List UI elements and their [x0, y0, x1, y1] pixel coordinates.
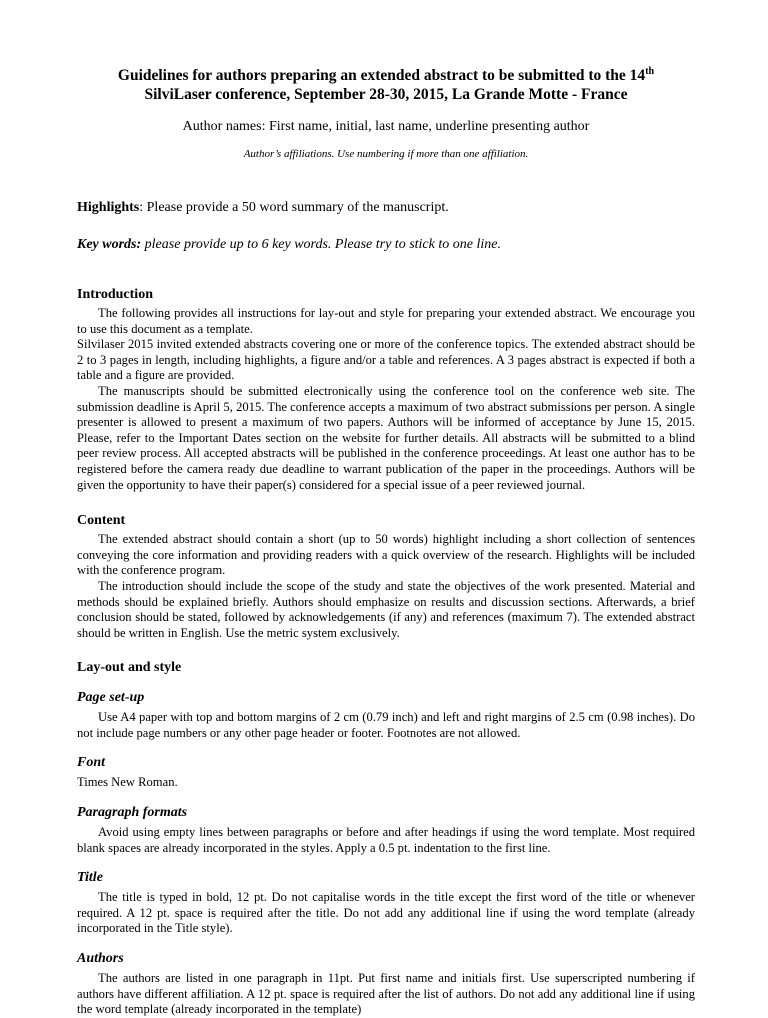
- highlights-label: Highlights: [77, 200, 140, 215]
- layout-heading: Lay-out and style: [77, 660, 182, 676]
- keywords-paragraph: [77, 236, 695, 253]
- subsection-paragraph-formats: [77, 804, 695, 856]
- content-paragraph-2: The introduction should include the scope of the study and state the objectives of the work presented. Material and methods should be explained briefly. Authors should emphasize on results and discussion sections. Afterwards, a brief conclusion should be stated, followed by acknowledgements (if any) and references (maximum 7). The extended abstract should be written in English. Use the metric system exclusively.: [77, 578, 695, 640]
- highlights-text: : Please provide a 50 word summary of the manuscript.: [139, 200, 449, 215]
- section-layout-and-style: [77, 659, 695, 1018]
- introduction-paragraph-2: Silvilaser 2015 invited extended abstracts covering one or more of the conference topics. The extended abstract should be 2 to 3 pages in length, including highlights, a figure and/or a table and references. A 3 pages abstract is expected if both a table and a figure are provided.: [77, 337, 695, 383]
- page-setup-heading: Page set-up: [77, 690, 145, 706]
- title-superscript: th: [645, 65, 655, 77]
- section-introduction: [77, 286, 695, 493]
- content-heading: Content: [77, 513, 126, 529]
- introduction-heading: Introduction: [77, 287, 153, 302]
- section-content: [77, 512, 695, 641]
- introduction-paragraph-1: The following provides all instructions for lay-out and style for preparing your extended abstract. We encourage you to use this document as a template.: [77, 306, 695, 336]
- keywords-text: please provide up to 6 key words. Please try to stick to one line.: [141, 237, 501, 252]
- authors-rules-paragraph: The authors are listed in one paragraph in 11pt. Put first name and initials first. Use superscripted numbering if authors have different affiliation. A 12 pt. space is required after the list of authors. Do not add any additional line if using the word template (already incorporated in the template): [77, 971, 695, 1017]
- content-paragraph-1: The extended abstract should contain a short (up to 50 words) highlight including a short collection of sentences conveying the core information and providing readers with a quick overview of the research. Highlights will be included with the conference program.: [77, 532, 695, 578]
- title-rules-paragraph: The title is typed in bold, 12 pt. Do not capitalise words in the title except the first word of the title or whenever required. A 12 pt. space is required after the title. Do not add any additional line if using the word template (already incorporated in the Title style).: [77, 890, 695, 936]
- subsection-font: [77, 754, 695, 791]
- subsection-authors: [77, 950, 695, 1018]
- font-heading: Font: [77, 755, 106, 771]
- keywords-label: Key words:: [77, 237, 142, 252]
- title-line-2: SilviLaser conference, September 28-30, 2015, La Grande Motte - France: [144, 86, 628, 103]
- title-line-1: Guidelines for authors preparing an extended abstract to be submitted to the 14: [117, 67, 646, 84]
- highlights-paragraph: [77, 199, 695, 216]
- page-setup-paragraph: Use A4 paper with top and bottom margins of 2 cm (0.79 inch) and left and right margins of 2.5 cm (0.98 inches). Do not include page numbers or any other page header or footer. Footnotes are not allowed.: [77, 710, 695, 740]
- paragraph-formats-paragraph: Avoid using empty lines between paragraphs or before and after headings if using the word template. Most required blank spaces are already incorporated in the styles. Apply a 0.5 pt. indentation to the first line.: [77, 825, 695, 855]
- paragraph-formats-heading: Paragraph formats: [77, 805, 188, 821]
- document-title: [77, 66, 695, 104]
- authors-rules-heading: Authors: [77, 951, 124, 967]
- font-paragraph: Times New Roman.: [77, 775, 178, 790]
- subsection-page-setup: [77, 689, 695, 741]
- author-affiliations: Author’s affiliations. Use numbering if more than one affiliation.: [243, 148, 529, 160]
- author-names: Author names: First name, initial, last name, underline presenting author: [182, 119, 590, 134]
- title-rules-heading: Title: [77, 870, 103, 886]
- subsection-title: [77, 869, 695, 937]
- introduction-paragraph-3: The manuscripts should be submitted electronically using the conference tool on the conference web site. The submission deadline is April 5, 2015. The conference accepts a maximum of two abstract submissions per person. A single presenter is allowed to present a maximum of two papers. Authors will be informed of acceptance by June 15, 2015. Please, refer to the Important Dates section on the website for further details. All abstracts will be submitted to a blind peer review process. All accepted abstracts will be published in the conference proceedings. At least one author has to be registered before the camera ready due deadline to warrant publication of the paper in the proceedings. Authors will be given the opportunity to have their paper(s) considered for a special issue of a peer reviewed journal.: [77, 383, 695, 492]
